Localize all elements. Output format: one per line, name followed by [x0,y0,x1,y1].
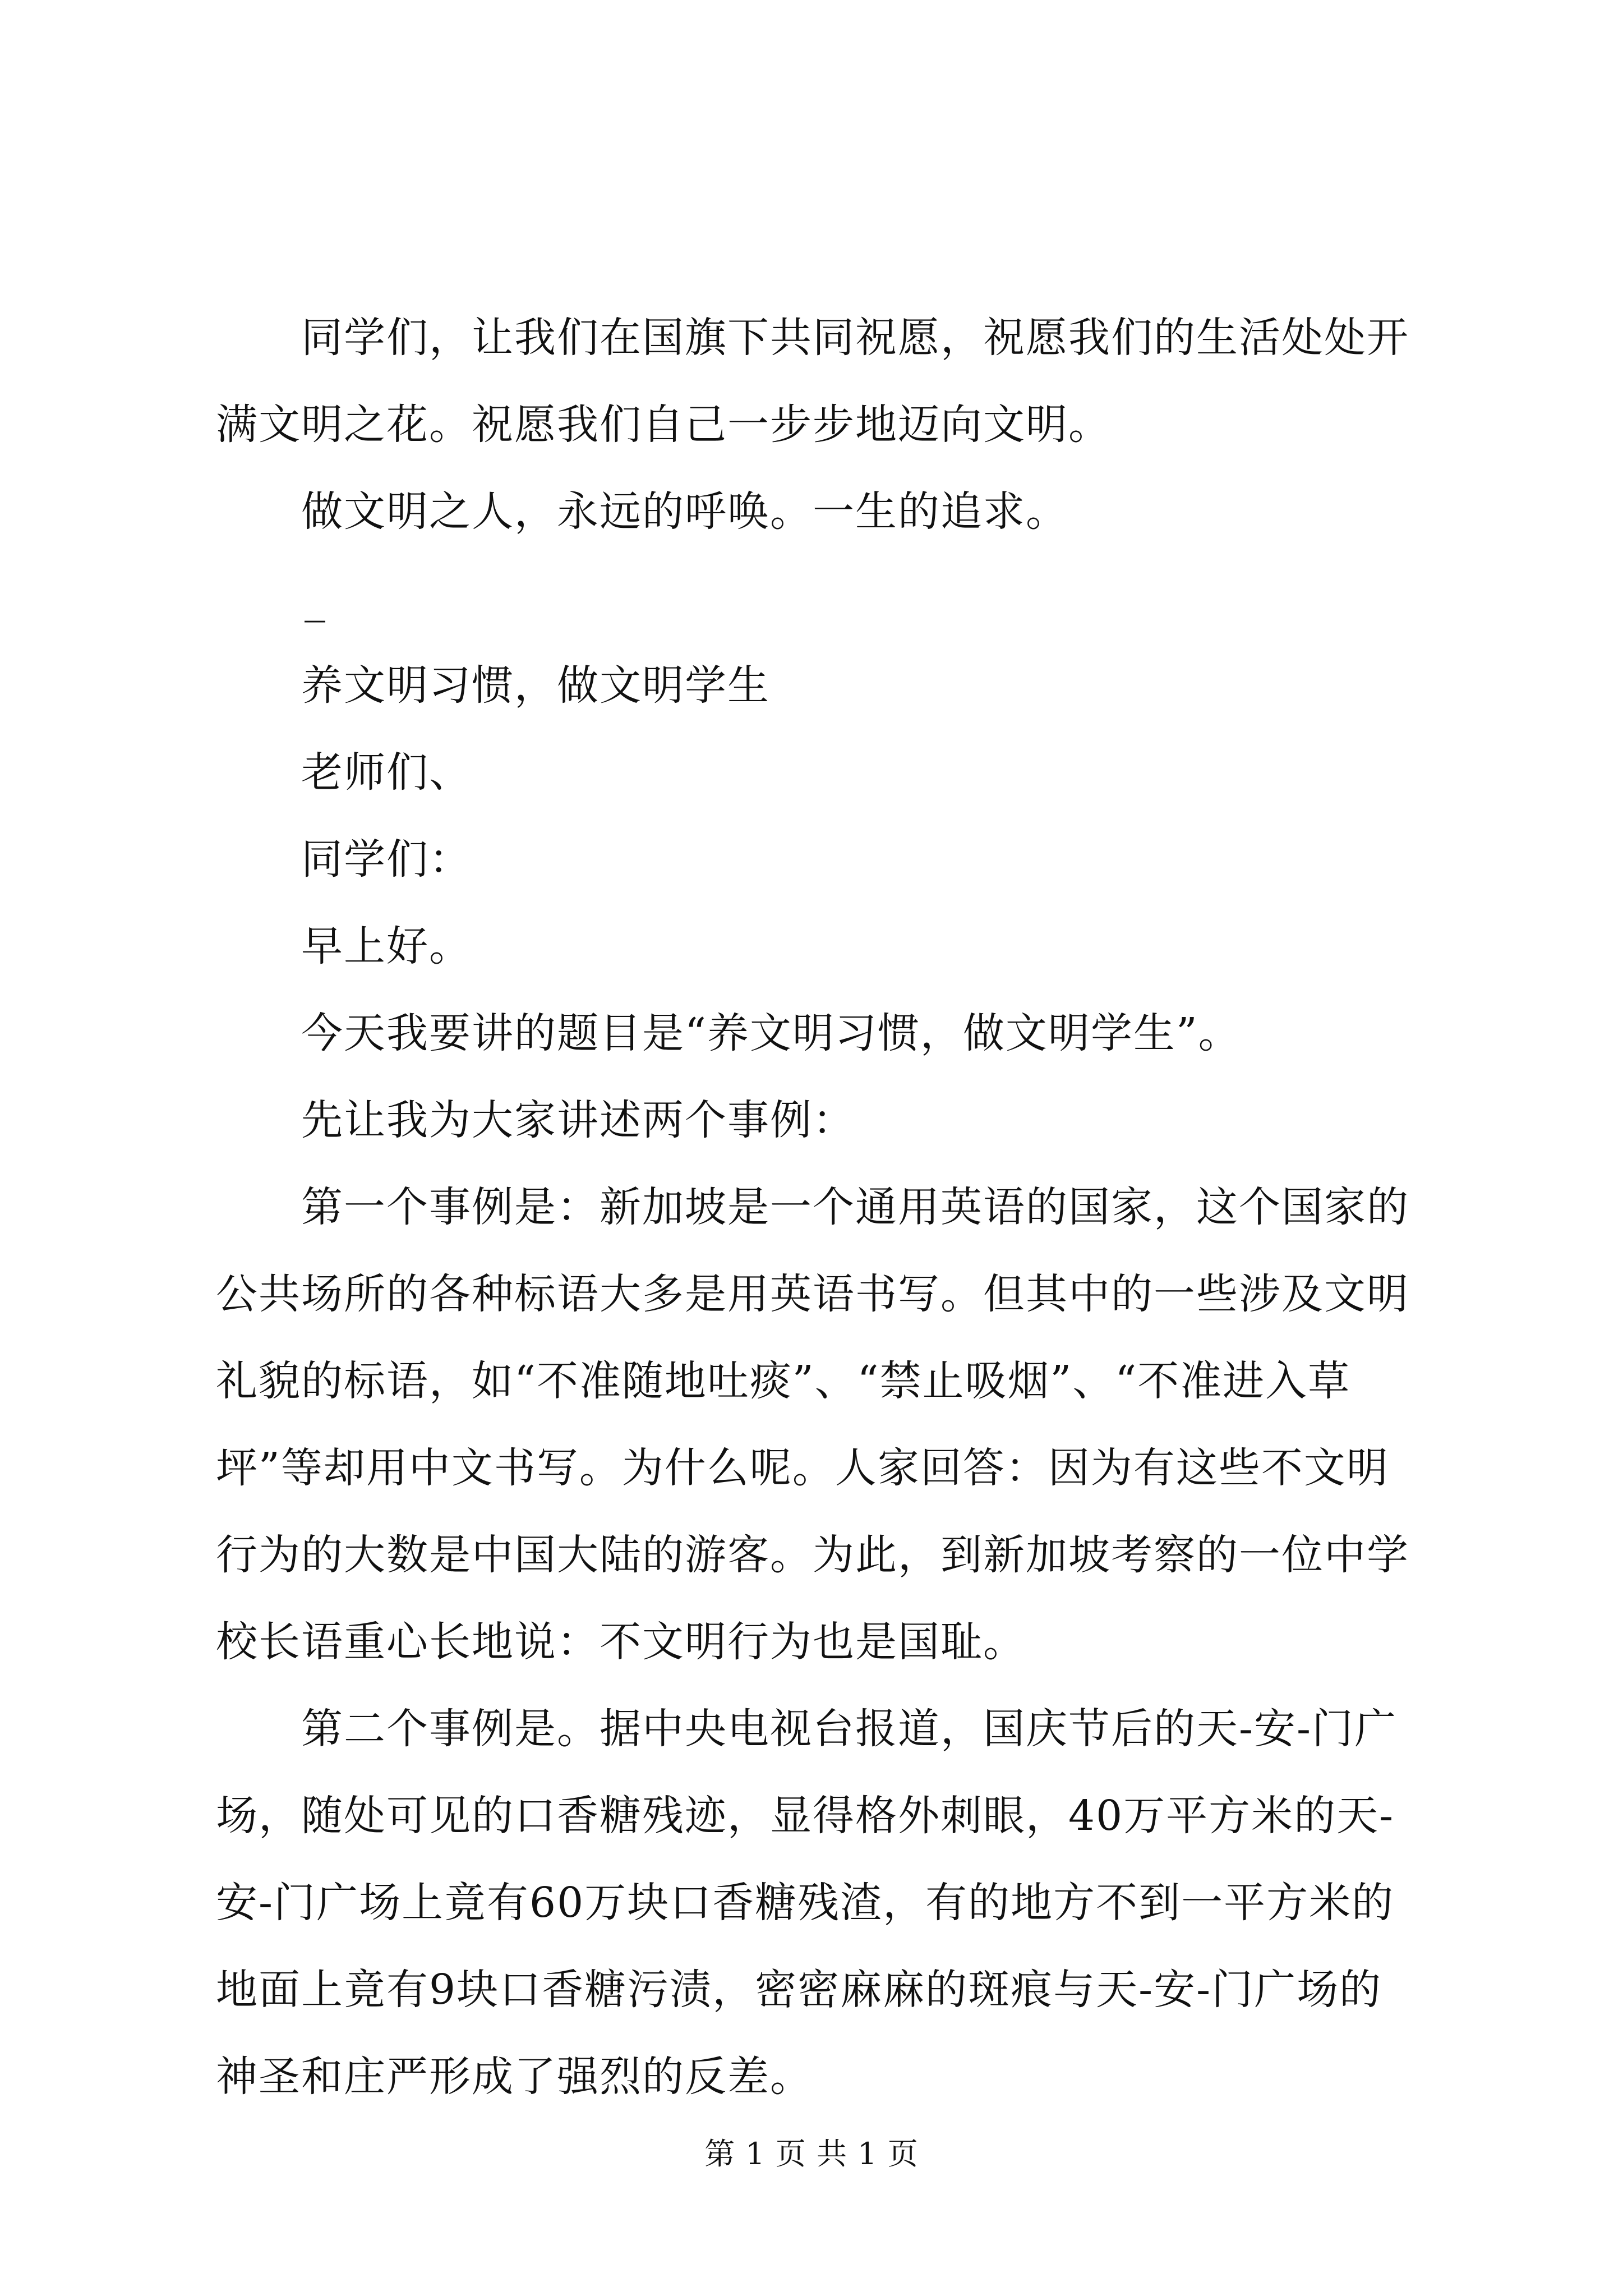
section-title: 养文明习惯，做文明学生 [301,661,770,710]
separator-mark: _ [305,574,325,623]
paragraph-line: 公共场所的各种标语大多是用英语书写。但其中的一些涉及文明 [216,1270,1409,1318]
paragraph-line: 第一个事例是：新加坡是一个通用英语的国家，这个国家的 [301,1183,1409,1231]
paragraph-line: 今天我要讲的题目是“养文明习惯，做文明学生”。 [301,1009,1241,1057]
paragraph-line: 先让我为大家讲述两个事例： [301,1096,855,1144]
paragraph-line: 场，随处可见的口香糖残迹，显得格外刺眼，40万平方米的天- [216,1792,1395,1840]
paragraph-line: 行为的大数是中国大陆的游客。为此，到新加坡考察的一位中学 [216,1531,1409,1579]
page-footer [0,2134,1623,2174]
paragraph-line: 安-门广场上竟有60万块口香糖残渣，有的地方不到一平方米的 [216,1879,1395,1927]
document-body [216,295,1427,2120]
salutation-teachers: 老师们、 [301,748,472,797]
paragraph-line: 满文明之花。祝愿我们自己一步步地迈向文明。 [216,401,1111,449]
paragraph-line: 第二个事例是。据中央电视台报道，国庆节后的天-安-门广 [301,1705,1398,1753]
paragraph-line: 坪”等却用中文书写。为什么呢。人家回答：因为有这些不文明 [216,1444,1389,1492]
paragraph-line: 同学们，让我们在国旗下共同祝愿，祝愿我们的生活处处开 [301,314,1409,362]
paragraph-line: 神圣和庄严形成了强烈的反差。 [216,2053,813,2101]
paragraph-line: 地面上竟有9块口香糖污渍，密密麻麻的斑痕与天-安-门广场的 [216,1966,1382,2014]
page-number-label: 第 1 页 共 1 页 [704,2136,919,2171]
paragraph-line: 做文明之人，永远的呼唤。一生的追求。 [301,487,1068,536]
greeting: 早上好。 [301,922,472,970]
paragraph-line: 校长语重心长地说：不文明行为也是国耻。 [216,1618,1026,1666]
salutation-students: 同学们： [301,835,472,884]
paragraph-line: 礼貌的标语，如“不准随地吐痰”、“禁止吸烟”、“不准进入草 [216,1357,1351,1405]
